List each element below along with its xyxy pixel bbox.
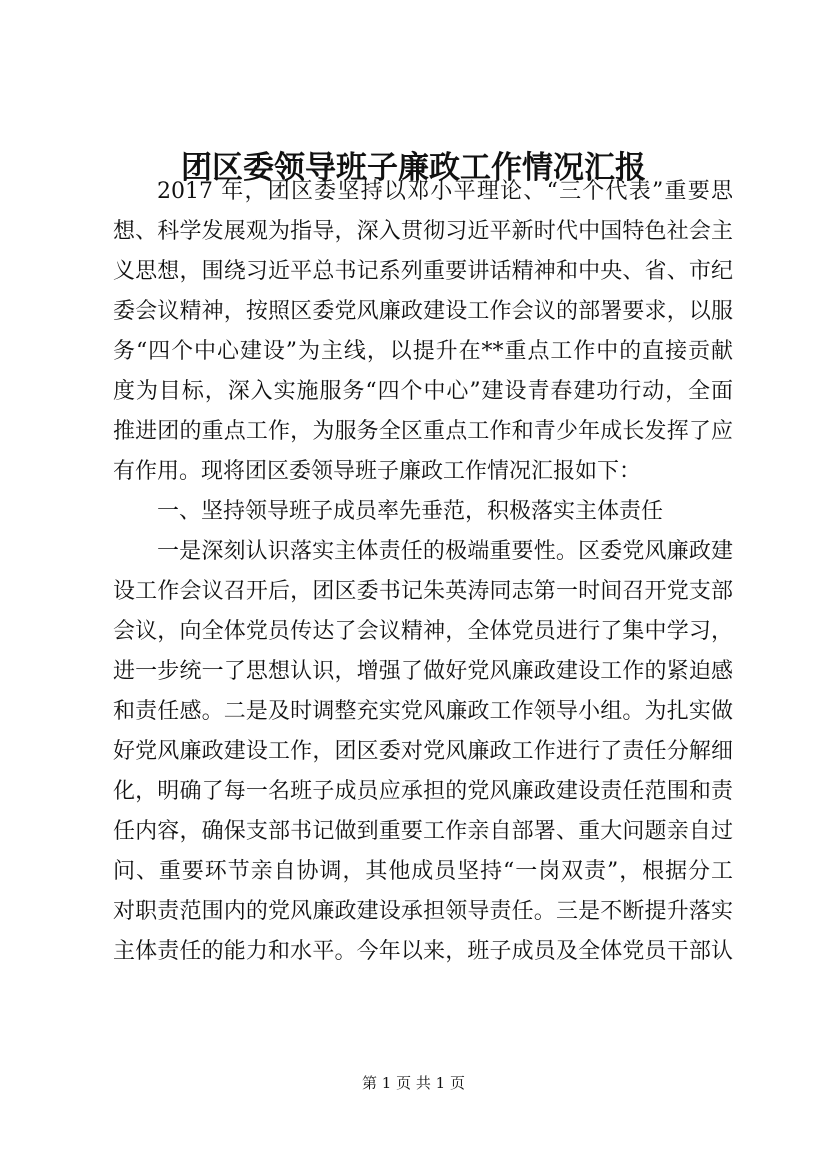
paragraph-line: 委会议精神，按照区委党风廉政建设工作会议的部署要求，以服 xyxy=(113,299,733,324)
document-title: 团区委领导班子廉政工作情况汇报 xyxy=(181,150,646,186)
paragraph-line: 进一步统一了思想认识，增强了做好党风廉政建设工作的紧迫感 xyxy=(113,659,733,684)
paragraph-line: 化，明确了每一名班子成员应承担的党风廉政建设责任范围和责 xyxy=(113,779,733,804)
paragraph-line: 和责任感。二是及时调整充实党风廉政工作领导小组。为扎实做 xyxy=(113,699,733,724)
paragraph-line: 一是深刻认识落实主体责任的极端重要性。区委党风廉政建 xyxy=(157,539,733,564)
paragraph-line: 问、重要环节亲自协调，其他成员坚持“一岗双责”，根据分工 xyxy=(113,859,733,884)
page-number-footer: 第 1 页 共 1 页 xyxy=(362,1074,465,1092)
paragraph-line: 推进团的重点工作，为服务全区重点工作和青少年成长发挥了应 xyxy=(113,419,733,444)
paragraph-line: 对职责范围内的党风廉政建设承担领导责任。三是不断提升落实 xyxy=(113,899,733,924)
document-body xyxy=(113,172,733,972)
paragraph-line: 有作用。现将团区委领导班子廉政工作情况汇报如下： xyxy=(113,459,642,484)
paragraph-line: 设工作会议召开后，团区委书记朱英涛同志第一时间召开党支部 xyxy=(113,579,733,604)
paragraph-line: 想、科学发展观为指导，深入贯彻习近平新时代中国特色社会主 xyxy=(113,219,733,244)
paragraph-line: 主体责任的能力和水平。今年以来，班子成员及全体党员干部认 xyxy=(113,939,733,964)
paragraph-line: 2017 年，团区委坚持以邓小平理论、“三个代表”重要思 xyxy=(157,179,733,204)
paragraph-line: 度为目标，深入实施服务“四个中心”建设青春建功行动，全面 xyxy=(113,379,733,404)
section-heading: 一、坚持领导班子成员率先垂范，积极落实主体责任 xyxy=(157,499,664,524)
paragraph-line: 会议，向全体党员传达了会议精神，全体党员进行了集中学习， xyxy=(113,619,733,644)
paragraph-line: 务“四个中心建设”为主线，以提升在**重点工作中的直接贡献 xyxy=(113,339,733,364)
paragraph-line: 义思想，围绕习近平总书记系列重要讲话精神和中央、省、市纪 xyxy=(113,259,733,284)
paragraph-line: 好党风廉政建设工作，团区委对党风廉政工作进行了责任分解细 xyxy=(113,739,733,764)
paragraph-line: 任内容，确保支部书记做到重要工作亲自部署、重大问题亲自过 xyxy=(113,819,733,844)
